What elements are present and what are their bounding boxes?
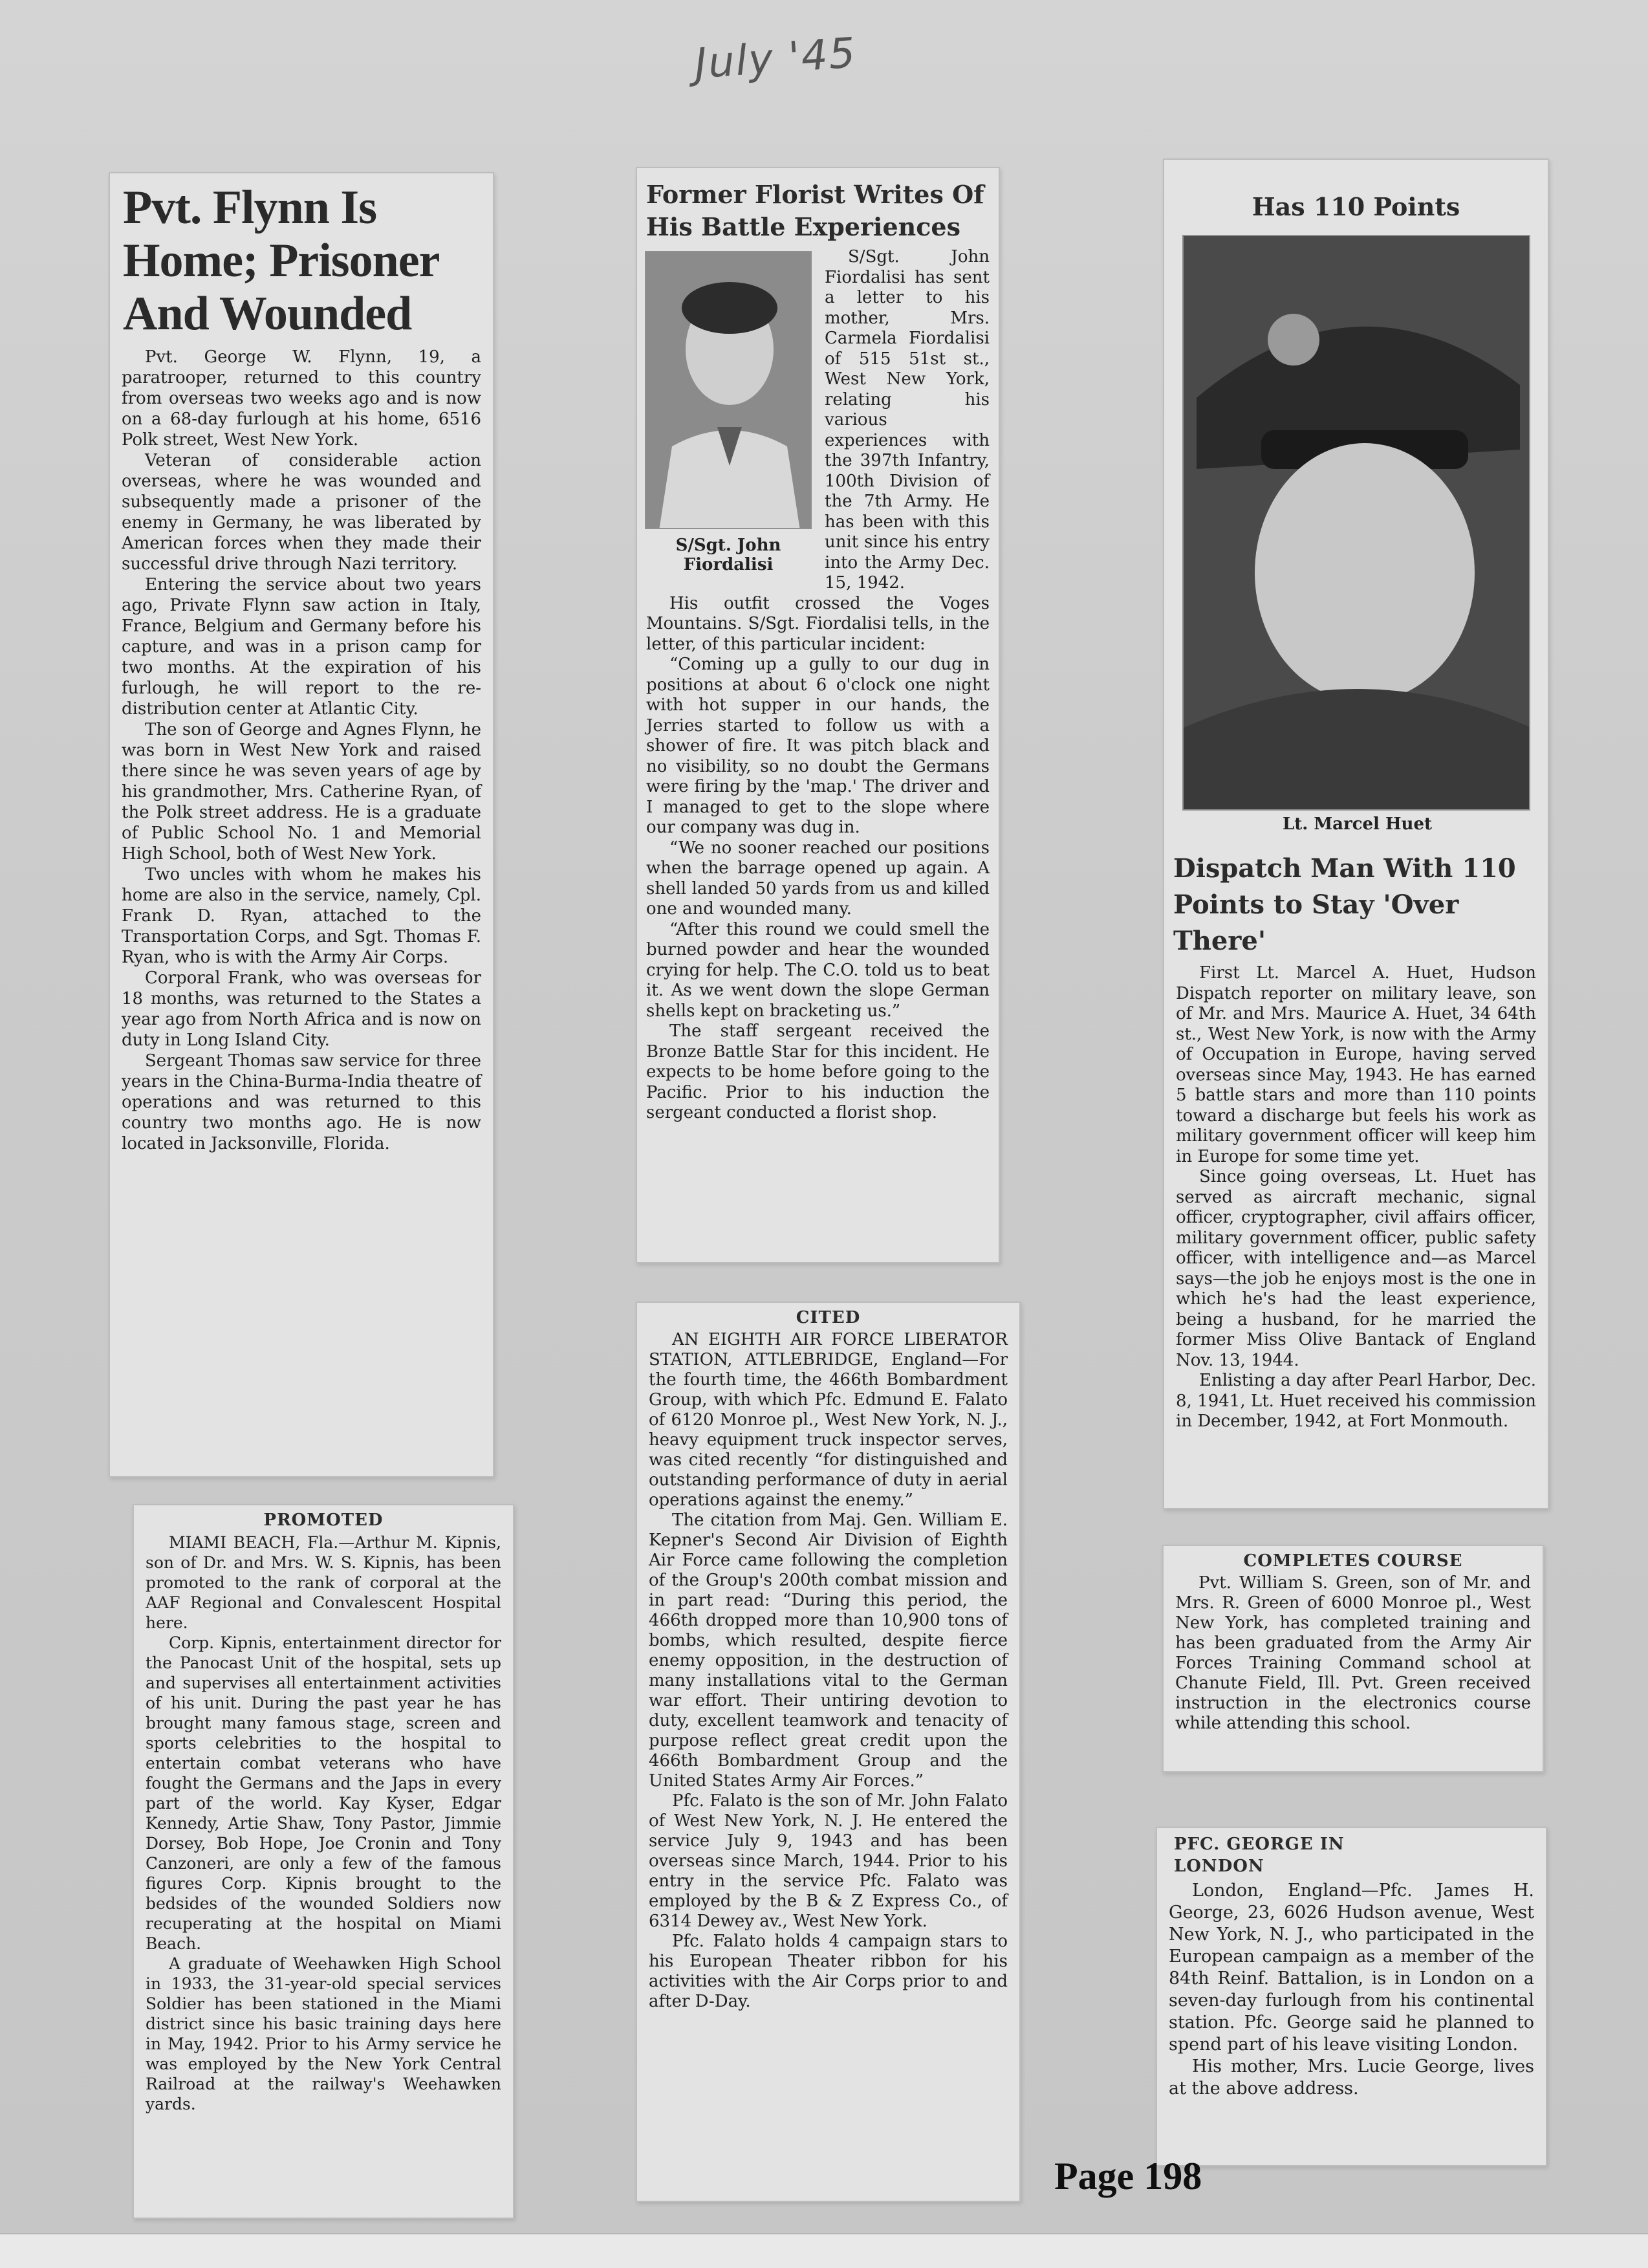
promoted-article bbox=[133, 1504, 514, 2219]
handwritten-date: July '45 bbox=[693, 29, 858, 89]
promoted-kicker: PROMOTED bbox=[263, 1510, 384, 1530]
flynn-paragraph: Veteran of considerable action overseas, where he was wounded and subsequently made a prisoner of the enemy in Germany, he was liberated by American forces when they made their successful drive through Nazi territory. bbox=[122, 451, 481, 574]
green-article bbox=[1162, 1545, 1544, 1772]
flynn-headline: Pvt. Flynn Is Home; Prisoner And Wounded bbox=[123, 181, 439, 340]
flynn-article bbox=[109, 172, 494, 1477]
cited-article bbox=[636, 1302, 1021, 2202]
george-headline: PFC. GEORGE IN LONDON bbox=[1174, 1835, 1345, 1876]
cited-paragraph: Pfc. Falato holds 4 campaign stars to his European Theater ribbon for his activities with the Air Corps prior to and after D-Day. bbox=[649, 1932, 1008, 2011]
huet-paragraph: First Lt. Marcel A. Huet, Hudson Dispatch reporter on military leave, son of Mr. and Mrs. Maurice A. Huet, 34 64th st., West New York, is now with the Army of Occupation in Europe, having served overseas since May, 1943. He has earned 5 battle stars and more than 110 points toward a discharge but feels his work as military government officer will keep him in Europe for some time yet. bbox=[1176, 963, 1536, 1166]
flynn-body bbox=[110, 347, 493, 1154]
cited-kicker: CITED bbox=[796, 1308, 861, 1327]
fiordalisi-photo bbox=[645, 251, 812, 529]
promoted-paragraph: Corp. Kipnis, entertainment director for the Panocast Unit of the hospital, sets up and supervises all entertainment activities of his unit. During the past year he has brought many famous stage, screen and sports celebrities to the hospital to entertain combat veterans who have fought the Germans and the Japs in every part of the world. Kay Kyser, Edgar Kennedy, Artie Shaw, Tony Pastor, Jimmie Dorsey, Bob Hope, Joe Cronin and Tony Canzoneri, are only a few of the famous figures Corp. Kipnis brought to the bedsides of the wounded Soldiers now recuperating at the hospital on Miami Beach. bbox=[146, 1633, 501, 1953]
bottom-strip bbox=[0, 2233, 1648, 2268]
george-paragraph: London, England—Pfc. James H. George, 23, 6026 Hudson avenue, West New York, N. J., who participated in the European campaign as a member of the 84th Reinf. Battalion, is in London on a seven-day furlough from his continental station. Pfc. George said he planned to spend part of his leave visiting London. bbox=[1169, 1881, 1534, 2055]
cited-paragraph: Pfc. Falato is the son of Mr. John Falato of West New York, N. J. He entered the service July 9, 1943 and has been overseas since March, 1944. Prior to his entry in the service Pfc. Falato was employed by the B & Z Express Co., of 6314 Dewey av., West New York. bbox=[649, 1791, 1008, 1931]
flynn-paragraph: Entering the service about two years ago, Private Flynn saw action in Italy, France, Belgium and Germany before his capture, and was in a prison camp for two months. At the expiration of his furlough, he will report to the re-distribution center at Atlantic City. bbox=[122, 575, 481, 719]
huet-photo-caption: Lt. Marcel Huet bbox=[1282, 814, 1433, 834]
cited-paragraph: The citation from Maj. Gen. William E. Kepner's Second Air Division of Eighth Air Force came following the completion of the Group's 200th combat mission and in part read: “During this period, the 466th dropped more than 10,900 tons of bombs, which resulted, despite fierce enemy opposition, in the destruction of many installations vital to the German war effort. Their untiring devotion to duty, excellent teamwork and tenacity of purpose reflect great credit upon the 466th Bombardment Group and the United States Army Air Forces.” bbox=[649, 1510, 1008, 1791]
huet-article bbox=[1163, 158, 1549, 1509]
page-number: Page 198 bbox=[1054, 2155, 1202, 2197]
florist-photo-block bbox=[641, 251, 816, 587]
florist-paragraph: “We no sooner reached our positions when the barrage opened up again. A shell landed 50 yards from us and killed one and wounded many. bbox=[646, 838, 990, 919]
huet-top-title: Has 110 Points bbox=[1252, 192, 1460, 221]
florist-paragraph: “After this round we could smell the burned powder and hear the wounded crying for help. The C.O. told us to beat it. As we went down the slope German shells kept on bracketing us.” bbox=[646, 919, 990, 1021]
flynn-paragraph: Corporal Frank, who was overseas for 18 months, was returned to the States a year ago from North Africa and is now on duty in Long Island City. bbox=[122, 968, 481, 1050]
florist-paragraph: S/Sgt. John Fiordalisi has sent a letter to his mother, Mrs. Carmela Fiordalisi of 515 51st st., West New York, relating his various experiences with the 397th Infantry, 100th Division of the 7th Army. He has been with this unit since his entry into the Army Dec. 15, 1942. bbox=[825, 247, 990, 593]
florist-paragraph: “Coming up a gully to our dug in positions at about 6 o'clock one night with hot supper in our hands, the Jerries started to follow us with a shower of fire. It was pitch black and no visibility, so no doubt the Germans were firing by the 'map.' The driver and I managed to get to the slope where our company was dug in. bbox=[646, 655, 990, 837]
green-kicker: COMPLETES COURSE bbox=[1243, 1551, 1463, 1571]
george-body bbox=[1157, 1880, 1546, 2100]
florist-paragraph: His outfit crossed the Voges Mountains. S/Sgt. Fiordalisi tells, in the letter, of this particular incident: bbox=[646, 593, 990, 654]
fiordalisi-caption: S/Sgt. John Fiordalisi bbox=[675, 536, 781, 574]
green-paragraph: Pvt. William S. Green, son of Mr. and Mrs. R. Green of 6000 Monroe pl., West New York, has completed training and has been graduated from the Army Air Forces Training Command school at Chanute Field, Ill. Pvt. Green received instruction in the electronics course while attending this school. bbox=[1175, 1573, 1531, 1733]
huet-body bbox=[1164, 963, 1548, 1432]
george-article bbox=[1156, 1827, 1547, 2166]
huet-photo-block bbox=[1164, 232, 1548, 845]
promoted-body bbox=[134, 1532, 513, 2114]
flynn-paragraph: Pvt. George W. Flynn, 19, a paratrooper, returned to this country from overseas two weeks ago and is now on a 68-day furlough at his home, 6516 Polk street, West New York. bbox=[122, 347, 481, 450]
promoted-paragraph: MIAMI BEACH, Fla.—Arthur M. Kipnis, son of Dr. and Mrs. W. S. Kipnis, has been promoted to the rank of corporal at the AAF Regional and Convalescent Hospital here. bbox=[146, 1533, 501, 1632]
cited-paragraph: AN EIGHTH AIR FORCE LIBERATOR STATION, ATTLEBRIDGE, England—For the fourth time, the 466th Bombardment Group, with which Pfc. Edmund E. Falato of 6120 Monroe pl., West New York, N. J., heavy equipment truck inspector serves, was cited recently “for distinguished and outstanding performance of duty in aerial operations against the enemy.” bbox=[649, 1330, 1008, 1510]
promoted-paragraph: A graduate of Weehawken High School in 1933, the 31-year-old special services Soldier has been stationed in the Miami district since his basic training days here in May, 1942. Prior to his Army service he was employed by the New York Central Railroad at the railway's Weehawken yards. bbox=[146, 1954, 501, 2113]
florist-headline: Former Florist Writes Of His Battle Experiences bbox=[646, 180, 984, 241]
huet-paragraph: Since going overseas, Lt. Huet has served as aircraft mechanic, signal officer, cryptographer, civil affairs officer, military government officer, public safety officer, with intelligence and—as Marcel says—the job he enjoys most is the one in which he's had the least experience, being a husband, for he married the former Miss Olive Bantack of England Nov. 13, 1944. bbox=[1176, 1167, 1536, 1370]
florist-paragraph: The staff sergeant received the Bronze Battle Star for this incident. He expects to be home before going to the Pacific. Prior to his induction the sergeant conducted a florist shop. bbox=[646, 1021, 990, 1122]
huet-headline: Dispatch Man With 110 Points to Stay 'Over There' bbox=[1173, 853, 1516, 956]
flynn-paragraph: The son of George and Agnes Flynn, he was born in West New York and raised there since he was seven years of age by his grandmother, Mrs. Catherine Ryan, of the Polk street address. He is a graduate of Public School No. 1 and Memorial High School, both of West New York. bbox=[122, 720, 481, 864]
huet-paragraph: Enlisting a day after Pearl Harbor, Dec. 8, 1941, Lt. Huet received his commission in December, 1942, at Fort Monmouth. bbox=[1176, 1371, 1536, 1431]
florist-article bbox=[636, 167, 1000, 1263]
huet-photo bbox=[1182, 235, 1530, 811]
george-paragraph: His mother, Mrs. Lucie George, lives at the above address. bbox=[1169, 2056, 1534, 2099]
flynn-paragraph: Two uncles with whom he makes his home are also in the service, namely, Cpl. Frank D. Ryan, attached to the Transportation Corps, and Sgt. Thomas F. Ryan, who is with the Army Air Corps. bbox=[122, 865, 481, 967]
flynn-paragraph: Sergeant Thomas saw service for three years in the China-Burma-India theatre of operations and was returned to this country two months ago. He is now located in Jacksonville, Florida. bbox=[122, 1051, 481, 1153]
cited-body bbox=[637, 1330, 1019, 2012]
green-body bbox=[1164, 1573, 1543, 1734]
